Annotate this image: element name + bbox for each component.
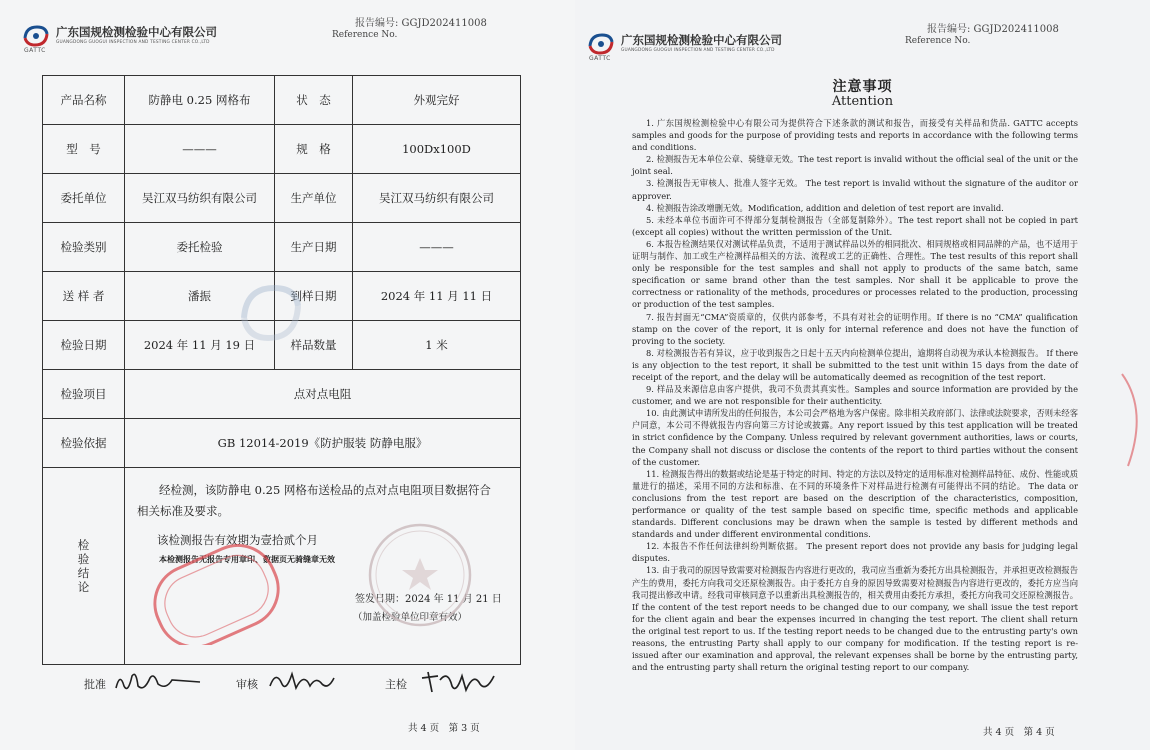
table-row — [43, 223, 521, 272]
field-value: 2024 年 11 月 11 日 — [353, 272, 521, 321]
company-name-en: GUANGDONG GUOGUI INSPECTION AND TESTING CENTER CO.,LTD — [56, 40, 210, 45]
field-label: 送 样 者 — [43, 272, 125, 321]
field-label: 规 格 — [275, 125, 353, 174]
list-item: 1. 广东国规检测检验中心有限公司为提供符合下述条款的测试和报告，而接受有关样品和货品. GATTC accepts samples and goods for the purpose of providing tests and reports in accordance with the following terms and conditions. — [632, 118, 1078, 153]
field-value: 防静电 0.25 网格布 — [125, 76, 275, 125]
list-item: 5. 未经本单位书面许可不得部分复制检测报告（全部复制除外）。The test report shall not be copied in part (except all copies) without the written permission of the Unit. — [632, 214, 1078, 237]
list-item: 6. 本报告检测结果仅对测试样品负责，不适用于测试样品以外的相同批次、相同规格或相同品牌的产品，也不适用于证明与制作、加工或生产检测样品相关的方法、流程或工艺的正确性、合理性。The test results of this report shall only be responsible for the test samples and shall not apply to products of the same batch, same specification or same brand other than the test samples. Nor shall it be applicable to prove the correctness or rationality of the methods, procedures or processes related to the production, processing or production of the test samples. — [632, 238, 1078, 310]
reference-label: Reference No. — [905, 36, 971, 46]
reviewer-signature — [266, 668, 338, 696]
stamp-note: （加盖检验单位印章有效） — [353, 612, 468, 623]
conclusion-text: 经检测，该防静电 0.25 网格布送检品的点对点电阻项目数据符合相关标准及要求。 — [137, 483, 491, 518]
field-value: 吴江双马纺织有限公司 — [125, 174, 275, 223]
validity-text: 该检测报告有效期为壹拾贰个月 — [157, 533, 318, 547]
list-item: 10. 由此测试申请所发出的任何报告，本公司会严格地为客户保密。除非相关政府部门、法律或法院要求，否则未经客户同意，本公司不得就报告内容向第三方讨论或披露。Any report issued by this test application will be treated in strict confidence by the Company. Unless required by relevant government authorities, laws or courts, the Company shall not discuss or disclose the contents of the report to third parties without the consent of the customer. — [632, 408, 1078, 467]
reference-label: Reference No. — [332, 30, 398, 40]
edge-seal-fragment — [1120, 370, 1150, 470]
review-label: 审核 — [236, 678, 258, 691]
table-row — [43, 419, 521, 468]
field-label: 委托单位 — [43, 174, 125, 223]
field-label: 型 号 — [43, 125, 125, 174]
company-logo — [22, 22, 282, 52]
field-value: GB 12014-2019《防护服装 防静电服》 — [125, 419, 521, 468]
list-item: 2. 检测报告无本单位公章、骑缝章无效。The test report is invalid without the official seal of the unit or the joint seal. — [632, 154, 1078, 177]
report-number: 报告编号: GGJD202411008 — [927, 24, 1059, 35]
attention-list — [632, 117, 1078, 673]
company-name-cn: 广东国规检测检验中心有限公司 — [621, 33, 782, 47]
field-value: 委托检验 — [125, 223, 275, 272]
issue-date: 签发日期：2024 年 11 月 21 日 — [355, 594, 502, 605]
conclusion-label-cell — [43, 468, 125, 665]
table-row — [43, 76, 521, 125]
field-label: 检验项目 — [43, 370, 125, 419]
field-label: 检验依据 — [43, 419, 125, 468]
field-value: 点对点电阻 — [125, 370, 521, 419]
attention-subtitle: Attention — [831, 94, 894, 109]
conclusion-label-char: 论 — [77, 580, 90, 594]
chief-inspector-label: 主检 — [385, 678, 407, 691]
list-item: 12. 本报告不作任何法律纠纷判断依据。 The present report does not provide any basis for judging legal disputes. — [632, 541, 1078, 564]
list-item: 8. 对检测报告若有异议，应于收到报告之日起十五天内向检测单位提出，逾期将自动视为承认本检测报告。 If there is any objection to the test report, it shall be submitted to the test unit within 15 days from the date of receipt of the report, and the delay will be automatically deemed as recognition of the test report. — [632, 347, 1078, 382]
field-value: 100Dx100D — [353, 125, 521, 174]
field-label: 状 态 — [275, 76, 353, 125]
gattc-logo-icon — [22, 24, 50, 48]
field-label: 检验日期 — [43, 321, 125, 370]
gattc-logo-icon — [587, 32, 615, 56]
invalid-note: 本检测报告无报告专用章印、数据页无骑缝章无效 — [159, 554, 335, 564]
conclusion-label-char: 结 — [77, 566, 90, 580]
logo-abbrev: GATTC — [24, 47, 46, 54]
field-value: 外观完好 — [353, 76, 521, 125]
field-value: 1 米 — [353, 321, 521, 370]
conclusion-label — [43, 538, 124, 594]
official-seal-stamp — [365, 520, 475, 630]
field-value: 潘振 — [125, 272, 275, 321]
attention-title: 注意事项 — [832, 79, 893, 95]
page-number: 共 4 页 第 4 页 — [983, 727, 1055, 738]
field-value: ——— — [353, 223, 521, 272]
company-name-en: GUANGDONG GUOGUI INSPECTION AND TESTING CENTER CO.,LTD — [621, 48, 775, 53]
field-value: ——— — [125, 125, 275, 174]
conclusion-label-char: 检 — [77, 538, 90, 552]
list-item: 9. 样品及来源信息由客户提供，我司不负责其真实性。Samples and source information are provided by the customer, and we are not responsible for their authenticity. — [632, 384, 1078, 407]
list-item: 3. 检测报告无审核人、批准人签字无效。 The test report is invalid without the signature of the auditor or approver. — [632, 178, 1078, 201]
list-item: 4. 检测报告涂改增删无效。Modification, addition and deletion of test report are invalid. — [646, 202, 1004, 213]
table-row — [43, 370, 521, 419]
company-name-cn: 广东国规检测检验中心有限公司 — [56, 25, 217, 39]
report-number: 报告编号: GGJD202411008 — [355, 18, 487, 29]
chief-inspector-signature — [418, 668, 498, 696]
approve-label: 批准 — [84, 678, 106, 691]
conclusion-label-char: 验 — [77, 552, 90, 566]
field-label: 到样日期 — [275, 272, 353, 321]
list-item: 11. 检测报告得出的数据或结论是基于特定的时间、特定的方法以及特定的适用标准对检测样品特征、成份、性能或质量进行的描述，采用不同的方法和标准、在不同的环境条件下对样品进行检测有可能得出不同的结论。 The data or conclusions from the test report are based on the description of the characteristics, composition, performance or quality of the test sample based on specific time, specific methods and applicable standards. Different conclusions may be drawn when the sample is tested by different methods and standards and under different environmental conditions. — [632, 468, 1078, 540]
field-label: 产品名称 — [43, 76, 125, 125]
field-label: 检验类别 — [43, 223, 125, 272]
field-value: 2024 年 11 月 19 日 — [125, 321, 275, 370]
logo-abbrev: GATTC — [589, 55, 611, 62]
report-page-4 — [575, 0, 1150, 750]
company-logo — [587, 30, 847, 60]
page-number: 共 4 页 第 3 页 — [408, 723, 480, 734]
table-row — [43, 174, 521, 223]
list-item: 13. 由于我司的原因导致需要对检测报告内容进行更改的，我司应当重新为委托方出具检测报告，并承担更改检测报告产生的费用，委托方向我司交还原检测报告。由于委托方自身的原因导致需要对检测报告内容进行更改的，委托方应当向我司提出修改申请。经我司审核同意予以重新出具检测报告的，相关费用由委托方承担，委托方向我司交还原检测报告。If the content of the test report needs to be changed due to our company, we shall issue the test report for the client again and bear the expenses incurred in changing the test report. The client shall return the original test report to us. If the testing report needs to be changed due to the entrusting party's own reasons, the entrusting Party shall apply to our company for modification. If the testing report is re-issued after our examination and approval, the relevant expenses shall be borne by the entrusting party, and the entrusting party shall return the original testing report to our company. — [632, 565, 1078, 673]
report-seal-stamp — [150, 535, 285, 645]
field-value: 吴江双马纺织有限公司 — [353, 174, 521, 223]
watermark-logo-icon — [236, 278, 306, 348]
field-label: 生产日期 — [275, 223, 353, 272]
field-label: 生产单位 — [275, 174, 353, 223]
list-item: 7. 报告封面无“CMA”资质章的，仅供内部参考，不具有对社会的证明作用。If there is no “CMA” qualification stamp on the cover of the report, it is only for internal reference and does not have the function of proving to the society. — [632, 311, 1078, 346]
field-label: 样品数量 — [275, 321, 353, 370]
approver-signature — [110, 668, 205, 696]
table-row — [43, 125, 521, 174]
